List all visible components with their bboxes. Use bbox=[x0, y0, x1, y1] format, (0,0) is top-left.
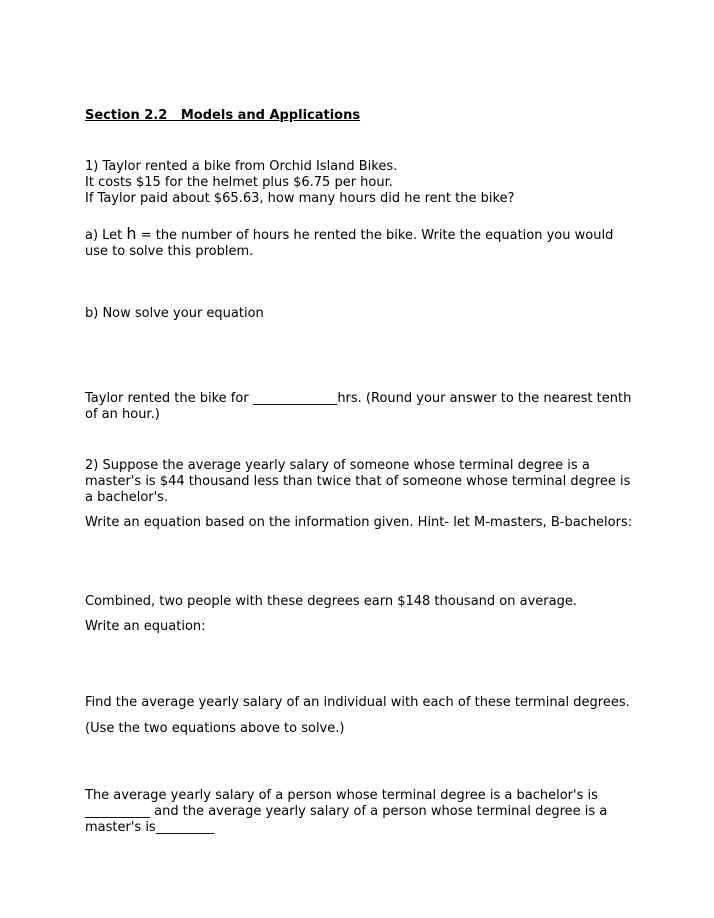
problem1-intro-line: 1) Taylor rented a bike from Orchid Island Bikes. bbox=[85, 159, 398, 174]
part-a-prefix: a) Let bbox=[85, 228, 127, 243]
section-title: Section 2.2 Models and Applications bbox=[85, 108, 361, 123]
part-a-line2: use to solve this problem. bbox=[85, 244, 254, 259]
answer1-blank[interactable]: _____________ bbox=[252, 391, 338, 406]
answer1-prefix: Taylor rented the bike for bbox=[85, 391, 253, 406]
answer2-blank2[interactable]: _________ bbox=[155, 820, 215, 835]
find-salaries: Find the average yearly salary of an individual with each of these terminal degrees. bbox=[85, 695, 630, 710]
combined-statement: Combined, two people with these degrees earn $148 thousand on average. bbox=[85, 594, 577, 609]
problem2-intro-line: master's is $44 thousand less than twice that of someone whose terminal degree is bbox=[85, 474, 631, 489]
answer2-line2-rest: and the average yearly salary of a person whose terminal degree is a bbox=[150, 804, 608, 819]
problem2-answer bbox=[85, 788, 645, 836]
answer1-line1 bbox=[85, 391, 645, 407]
answer1-suffix: hrs. (Round your answer to the nearest tenth bbox=[337, 391, 632, 406]
problem1-intro-line: If Taylor paid about $65.63, how many hours did he rent the bike? bbox=[85, 191, 515, 206]
answer2-line2 bbox=[85, 804, 645, 820]
problem2-intro bbox=[85, 458, 645, 506]
variable-h: h bbox=[126, 224, 137, 243]
problem1-intro-line: It costs $15 for the helmet plus $6.75 per hour. bbox=[85, 175, 393, 190]
problem2-intro-line: 2) Suppose the average yearly salary of someone whose terminal degree is a bbox=[85, 458, 590, 473]
problem1-part-a bbox=[85, 226, 645, 260]
answer2-line3 bbox=[85, 820, 645, 836]
problem1-answer bbox=[85, 391, 645, 423]
write-equation-1: Write an equation based on the information given. Hint- let M-masters, B-bachelors: bbox=[85, 515, 633, 530]
use-equations-note: (Use the two equations above to solve.) bbox=[85, 721, 345, 736]
problem1-intro bbox=[85, 159, 645, 207]
problem1-part-b: b) Now solve your equation bbox=[85, 306, 264, 321]
answer1-line2: of an hour.) bbox=[85, 407, 160, 422]
part-a-rest: = the number of hours he rented the bike. Write the equation you would bbox=[136, 228, 614, 243]
part-a-line1 bbox=[85, 226, 645, 244]
answer2-line1: The average yearly salary of a person whose terminal degree is a bachelor's is bbox=[85, 788, 598, 803]
problem2-intro-line: a bachelor's. bbox=[85, 490, 169, 505]
write-equation-2: Write an equation: bbox=[85, 619, 206, 634]
answer2-line3-prefix: master's is bbox=[85, 820, 156, 835]
answer2-blank1[interactable]: __________ bbox=[85, 804, 150, 819]
